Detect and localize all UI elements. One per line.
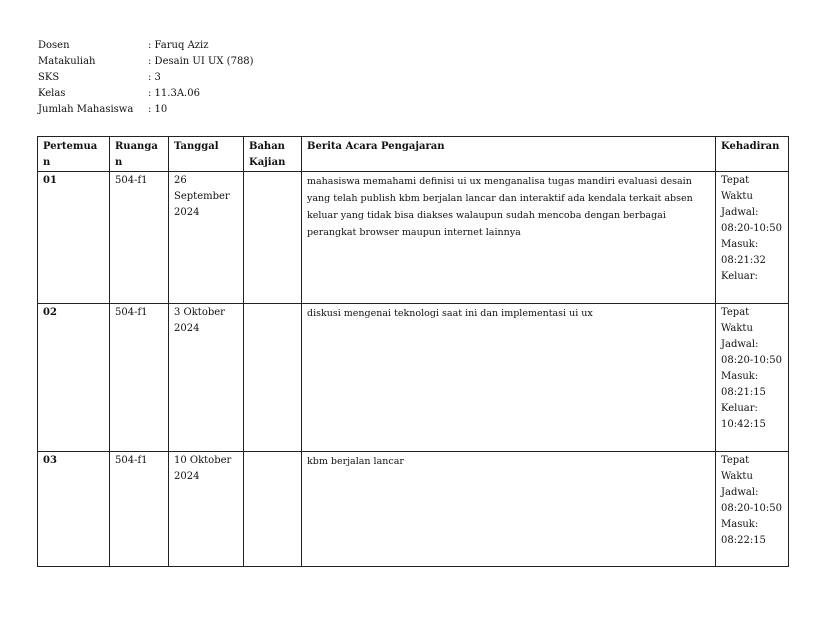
cell-bahan-kajian bbox=[244, 172, 302, 304]
info-value: : Faruq Aziz bbox=[148, 40, 209, 51]
table-row bbox=[38, 304, 789, 452]
info-row-kelas bbox=[38, 86, 254, 102]
attendance-table bbox=[37, 136, 789, 567]
cell-ruangan: 504-f1 bbox=[110, 172, 169, 304]
column-header-tanggal: Tanggal bbox=[169, 137, 244, 172]
column-header-berita-acara: Berita Acara Pengajaran bbox=[302, 137, 716, 172]
cell-pertemuan: 02 bbox=[38, 304, 110, 452]
column-header-ruangan: Ruangan bbox=[110, 137, 169, 172]
info-label: Matakuliah bbox=[38, 56, 96, 67]
column-header-kehadiran: Kehadiran bbox=[716, 137, 789, 172]
cell-kehadiran: Tepat Waktu Jadwal: 08:20-10:50 Masuk: 08:21:32 Keluar: bbox=[716, 172, 789, 304]
info-value: : 3 bbox=[148, 72, 161, 83]
info-value: : 10 bbox=[148, 104, 168, 115]
info-row-matakuliah bbox=[38, 54, 254, 70]
cell-ruangan: 504-f1 bbox=[110, 452, 169, 567]
cell-bahan-kajian bbox=[244, 452, 302, 567]
info-value: : 11.3A.06 bbox=[148, 88, 200, 99]
table-row bbox=[38, 452, 789, 567]
info-label: Jumlah Mahasiswa bbox=[38, 104, 134, 115]
column-header-bahan-kajian: Bahan Kajian bbox=[244, 137, 302, 172]
info-value: : Desain UI UX (788) bbox=[148, 56, 254, 67]
cell-pertemuan: 01 bbox=[38, 172, 110, 304]
cell-berita-acara: mahasiswa memahami definisi ui ux menganalisa tugas mandiri evaluasi desain yang telah publish kbm berjalan lancar dan interaktif ada kendala terkait absen keluar yang tidak bisa diakses walaupun sudah mencoba dengan berbagai perangkat browser maupun internet lainnya bbox=[302, 172, 716, 304]
cell-tanggal: 10 Oktober 2024 bbox=[169, 452, 244, 567]
info-row-jumlah-mahasiswa bbox=[38, 102, 254, 118]
cell-kehadiran: Tepat Waktu Jadwal: 08:20-10:50 Masuk: 08:22:15 bbox=[716, 452, 789, 567]
cell-bahan-kajian bbox=[244, 304, 302, 452]
info-row-sks bbox=[38, 70, 254, 86]
cell-tanggal: 26 September 2024 bbox=[169, 172, 244, 304]
table-row bbox=[38, 172, 789, 304]
info-label: SKS bbox=[38, 72, 60, 83]
cell-tanggal: 3 Oktober 2024 bbox=[169, 304, 244, 452]
table-header-row bbox=[38, 137, 789, 172]
cell-ruangan: 504-f1 bbox=[110, 304, 169, 452]
info-label: Dosen bbox=[38, 40, 70, 51]
cell-pertemuan: 03 bbox=[38, 452, 110, 567]
column-header-pertemuan: Pertemuan bbox=[38, 137, 110, 172]
info-label: Kelas bbox=[38, 88, 66, 99]
cell-berita-acara: kbm berjalan lancar bbox=[302, 452, 716, 567]
cell-kehadiran: Tepat Waktu Jadwal: 08:20-10:50 Masuk: 08:21:15 Keluar: 10:42:15 bbox=[716, 304, 789, 452]
info-row-dosen bbox=[38, 38, 254, 54]
cell-berita-acara: diskusi mengenai teknologi saat ini dan implementasi ui ux bbox=[302, 304, 716, 452]
course-info bbox=[38, 38, 254, 118]
